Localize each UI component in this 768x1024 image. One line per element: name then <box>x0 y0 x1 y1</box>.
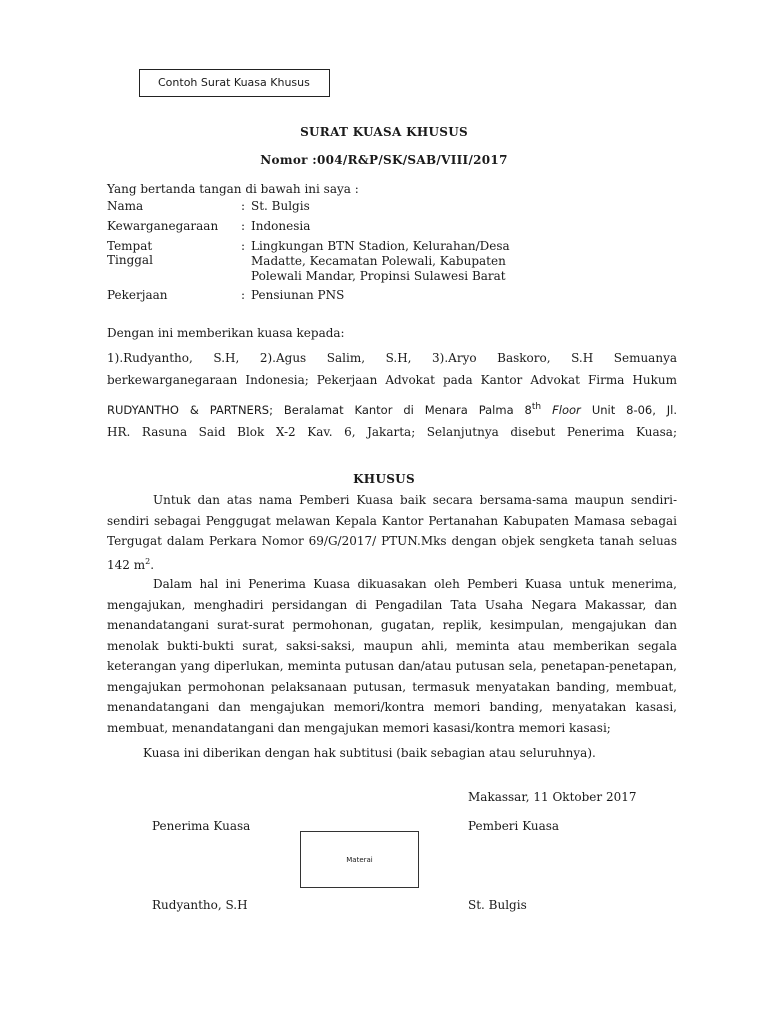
superscript: 2 <box>145 556 151 566</box>
field-colon: : <box>241 288 246 302</box>
paragraph-line: Dalam hal ini Penerima Kuasa dikuasakan oleh Pemberi Kuasa untuk menerima, <box>153 577 677 591</box>
paragraph-line: HR. Rasuna Said Blok X-2 Kav. 6, Jakarta; Selanjutnya disebut Penerima Kuasa; <box>107 425 677 439</box>
signatory-left-name: Rudyantho, S.H <box>152 898 248 912</box>
grantees-firm-text: RUDYANTHO & PARTNERS; Beralamat Kantor di Menara Palma 8 <box>107 403 532 417</box>
superscript: th <box>531 402 542 412</box>
paragraph-line: menandatangani surat-surat permohonan, gugatan, replik, kesimpulan, mengajukan dan <box>107 618 677 632</box>
paragraph-line: 1).Rudyantho, S.H, 2).Agus Salim, S.H, 3).Aryo Baskoro, S.H Semuanya <box>107 351 677 365</box>
field-colon: : <box>241 199 246 213</box>
document-number: Nomor :004/R&P/SK/SAB/VIII/2017 <box>260 153 508 167</box>
document-title: SURAT KUASA KHUSUS <box>300 125 468 139</box>
stamp-duty-box: Materai <box>300 831 419 888</box>
signatory-right-role: Pemberi Kuasa <box>468 819 560 833</box>
field-label: Nama <box>107 199 144 213</box>
place-date: Makassar, 11 Oktober 2017 <box>468 790 637 804</box>
paragraph-3: Kuasa ini diberikan dengan hak subtitusi (baik sebagian atau seluruhnya). <box>143 746 596 760</box>
intro-text: Yang bertanda tangan di bawah ini saya : <box>107 182 359 196</box>
section-title: KHUSUS <box>353 472 415 486</box>
floor-text: Floor <box>552 403 581 417</box>
paragraph-line <box>107 396 677 421</box>
paragraph-2 <box>107 574 677 738</box>
signatory-right-name: St. Bulgis <box>468 898 527 912</box>
grantees-paragraph <box>107 347 677 443</box>
field-label: Kewarganegaraan <box>107 219 219 233</box>
signatory-left-role: Penerima Kuasa <box>152 819 251 833</box>
field-value: St. Bulgis <box>251 199 310 213</box>
address-line: Madatte, Kecamatan Polewali, Kabupaten <box>251 254 506 268</box>
field-label: Tempat Tinggal <box>107 239 153 267</box>
field-colon: : <box>241 219 246 233</box>
field-value <box>251 239 541 284</box>
paragraph-line: membuat, menandatangani dan mengajukan memori kasasi/kontra memori kasasi; <box>107 720 611 735</box>
grantees-unit-text: Unit 8-06, Jl. <box>591 403 678 417</box>
paragraph-line <box>107 552 677 576</box>
field-colon: : <box>241 239 246 253</box>
document-label-box: Contoh Surat Kuasa Khusus <box>139 69 330 97</box>
area-value: 142 m <box>107 557 146 572</box>
paragraph-line: mengajukan, menghadiri persidangan di Pengadilan Tata Usaha Negara Makassar, dan <box>107 597 677 612</box>
field-value: Pensiunan PNS <box>251 288 345 302</box>
period: . <box>150 557 155 572</box>
paragraph-1 <box>107 490 677 575</box>
paragraph-line: berkewarganegaraan Indonesia; Pekerjaan Advokat pada Kantor Advokat Firma Hukum <box>107 373 677 387</box>
paragraph-line: keterangan yang diperlukan, meminta putusan dan/atau putusan sela, penetapan-penetapan, <box>107 659 677 673</box>
paragraph-line: menandatangani dan mengajukan memori/kontra memori banding, menyatakan kasasi, <box>107 700 677 714</box>
address-line: Polewali Mandar, Propinsi Sulawesi Barat <box>251 269 506 283</box>
paragraph-line: menolak bukti-bukti surat, saksi-saksi, maupun ahli, meminta atau memberikan segala <box>107 638 677 653</box>
field-label: Pekerjaan <box>107 288 168 302</box>
paragraph-line: Untuk dan atas nama Pemberi Kuasa baik secara bersama-sama maupun sendiri- <box>153 493 677 507</box>
field-value: Indonesia <box>251 219 311 233</box>
grant-intro: Dengan ini memberikan kuasa kepada: <box>107 326 345 340</box>
paragraph-line: mengajukan permohonan pelaksanaan putusan, termasuk menyatakan banding, membuat, <box>107 679 677 694</box>
paragraph-line: Tergugat dalam Perkara Nomor 69/G/2017/ PTUN.Mks dengan objek sengketa tanah seluas <box>107 534 677 548</box>
paragraph-line: sendiri sebagai Penggugat melawan Kepala Kantor Pertanahan Kabupaten Mamasa sebagai <box>107 513 677 528</box>
address-line: Lingkungan BTN Stadion, Kelurahan/Desa <box>251 239 510 253</box>
